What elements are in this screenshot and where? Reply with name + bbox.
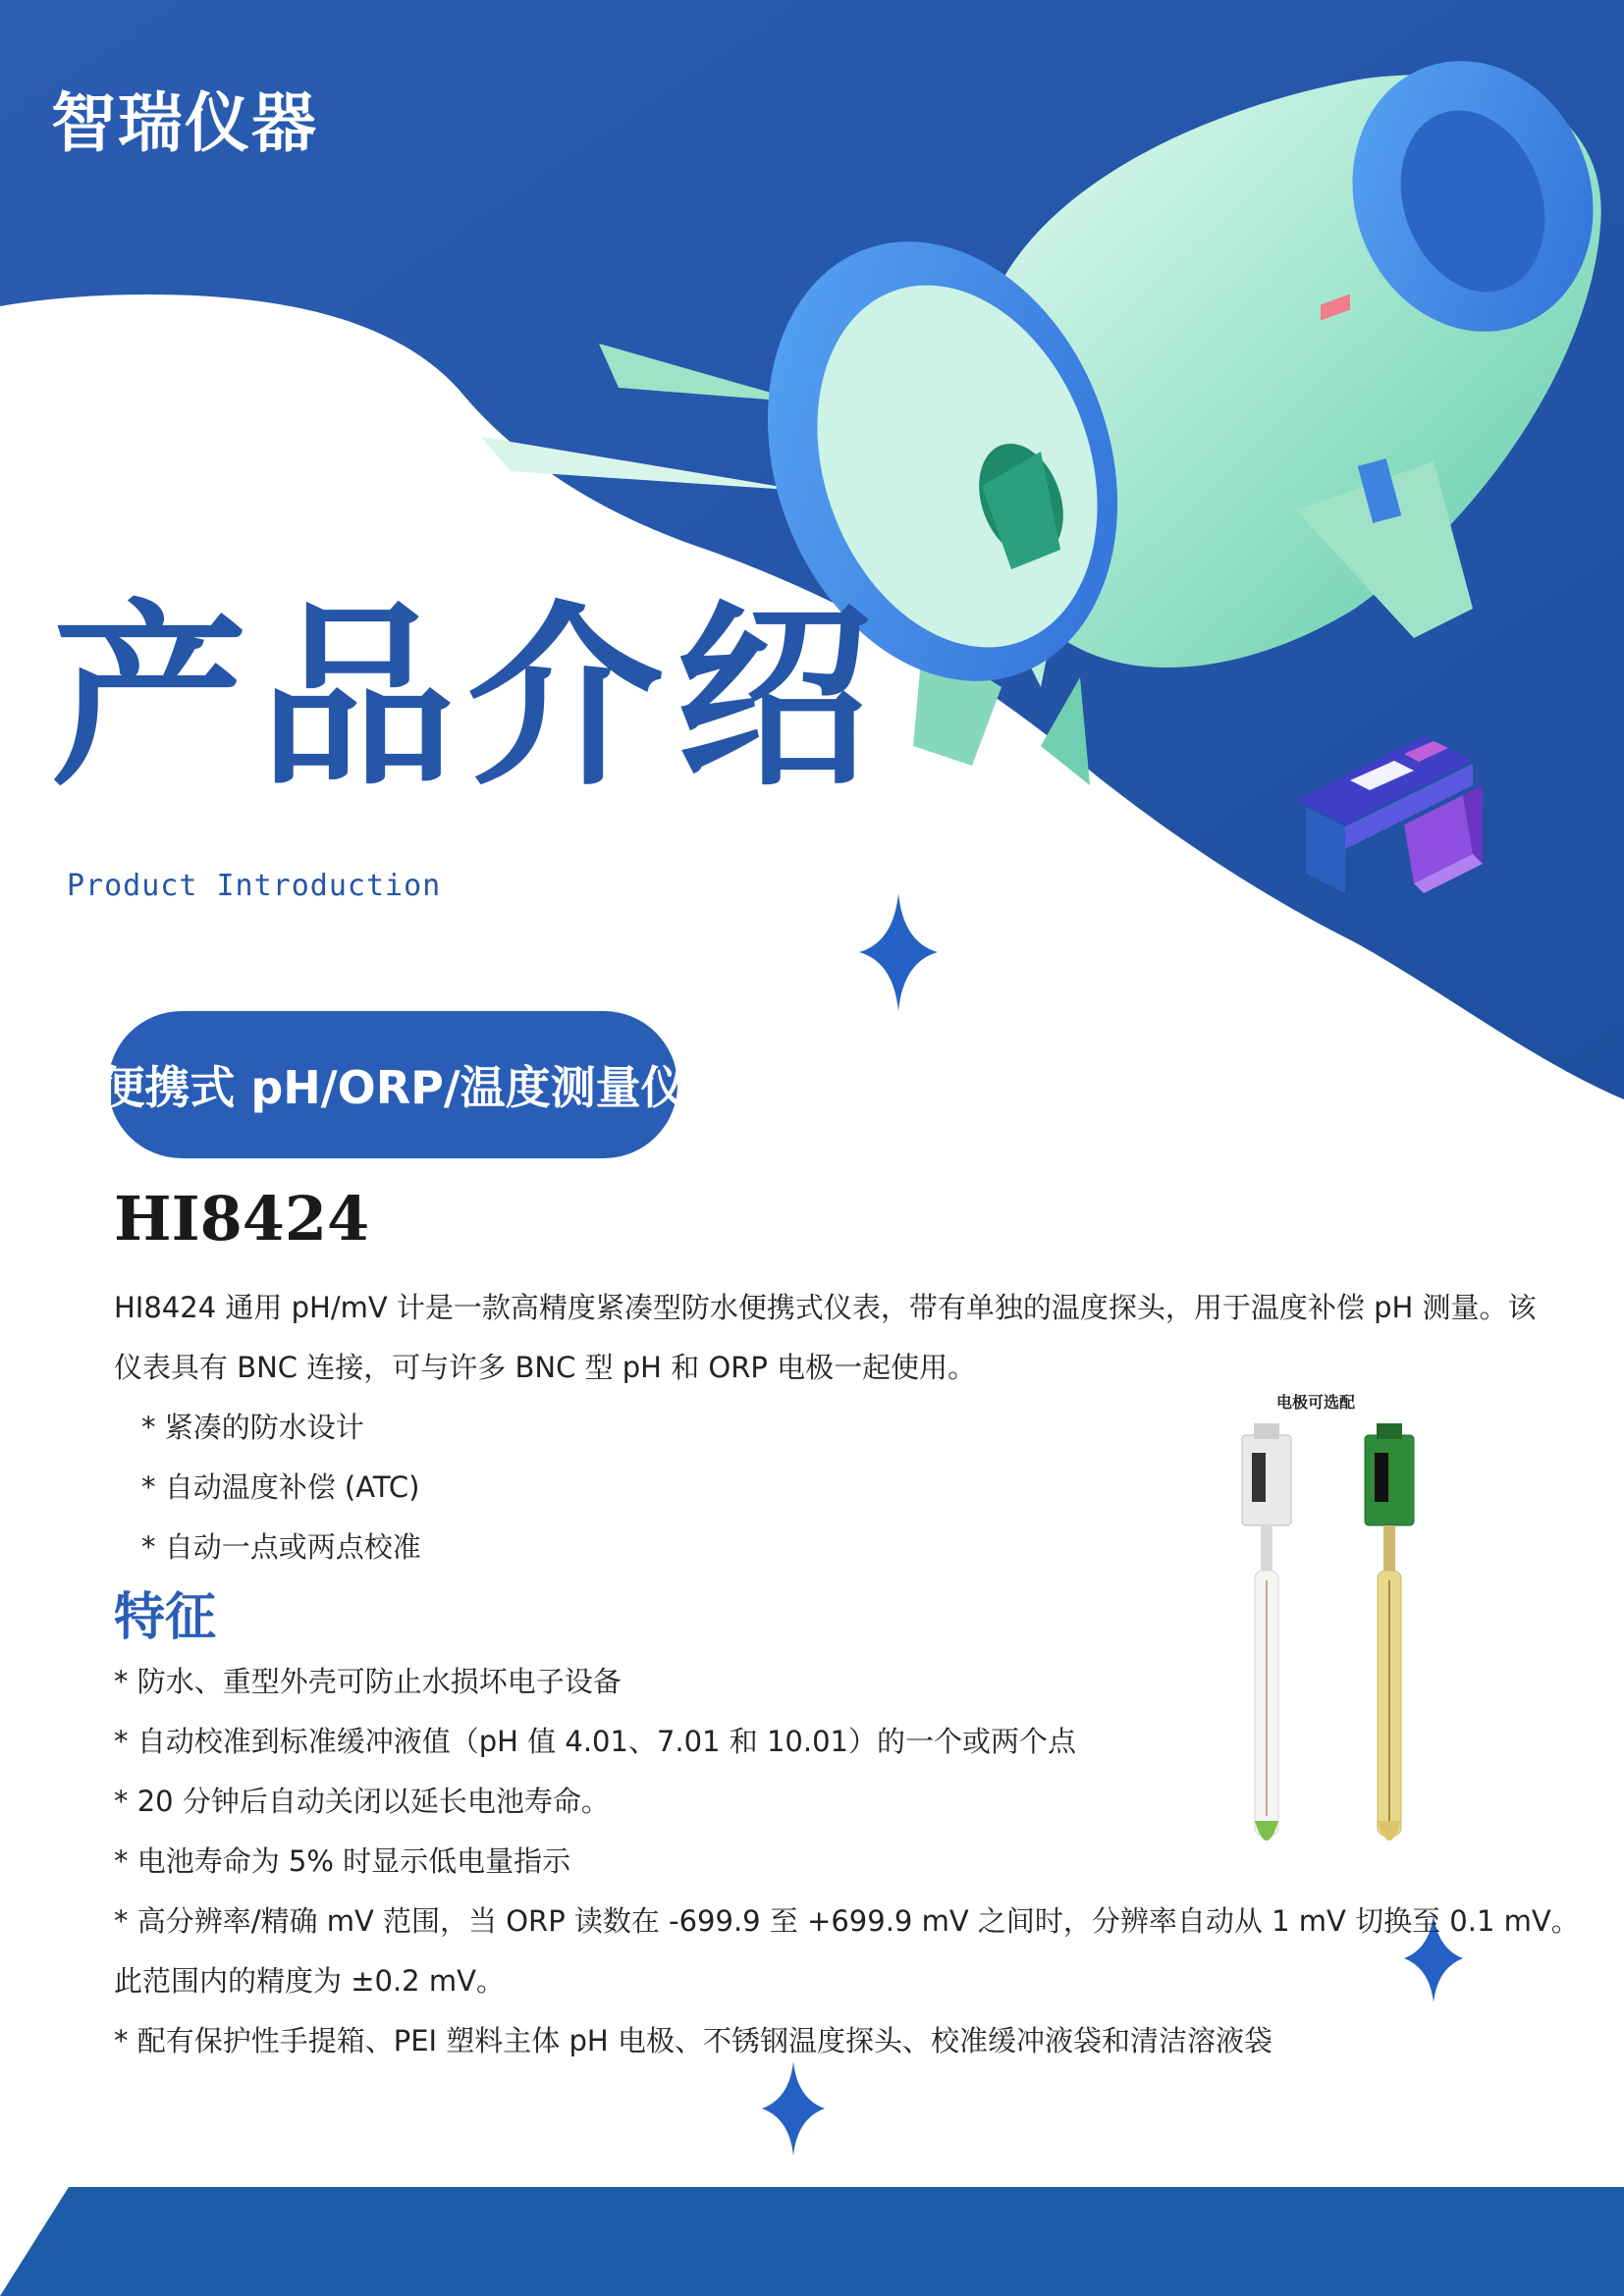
- product-description: [114, 1278, 1557, 1398]
- list-item: * 自动温度补偿 (ATC): [141, 1470, 420, 1504]
- description-line: HI8424 通用 pH/mV 计是一款高精度紧凑型防水便携式仪表，带有单独的温度探头，用于温度补偿 pH 测量。该: [114, 1291, 1537, 1324]
- list-item: * 配有保护性手提箱、PEI 塑料主体 pH 电极、不锈钢温度探头、校准缓冲液袋和清洁溶液袋: [114, 2024, 1272, 2057]
- description-line: 仪表具有 BNC 连接，可与许多 BNC 型 pH 和 ORP 电极一起使用。: [114, 1351, 977, 1384]
- list-item: * 防水、重型外壳可防止水损坏电子设备: [114, 1665, 622, 1698]
- features-list: [114, 1652, 1580, 2071]
- category-badge: [99, 1011, 686, 1158]
- brand-logo-text: 智瑞仪器: [51, 85, 318, 161]
- features-heading: 特征: [114, 1588, 217, 1647]
- footer-band: [0, 2169, 1624, 2296]
- sparkle-icon: [762, 2061, 825, 2156]
- list-item: 此范围内的精度为 ±0.2 mV。: [114, 1964, 505, 1998]
- hero-title: 产品介绍: [51, 584, 885, 813]
- hero-subtitle: Product Introduction: [67, 869, 442, 903]
- sparkle-icon: [859, 893, 938, 1011]
- highlight-list: [141, 1398, 421, 1577]
- list-item: * 紧凑的防水设计: [141, 1411, 364, 1444]
- image-caption: 电极可选配: [1276, 1393, 1356, 1412]
- list-item: * 自动校准到标准缓冲液值（pH 值 4.01、7.01 和 10.01）的一个或两个点: [114, 1725, 1076, 1758]
- list-item: * 20 分钟后自动关闭以延长电池寿命。: [114, 1785, 610, 1818]
- list-item: * 电池寿命为 5% 时显示低电量指示: [114, 1844, 571, 1878]
- list-item: * 高分辨率/精确 mV 范围，当 ORP 读数在 -699.9 至 +699.9 mV 之间时，分辨率自动从 1 mV 切换至 0.1 mV。: [114, 1904, 1580, 1938]
- category-label: 便携式 pH/ORP/温度测量仪: [99, 1061, 686, 1114]
- list-item: * 自动一点或两点校准: [141, 1530, 421, 1564]
- product-model: HI8424: [114, 1183, 370, 1255]
